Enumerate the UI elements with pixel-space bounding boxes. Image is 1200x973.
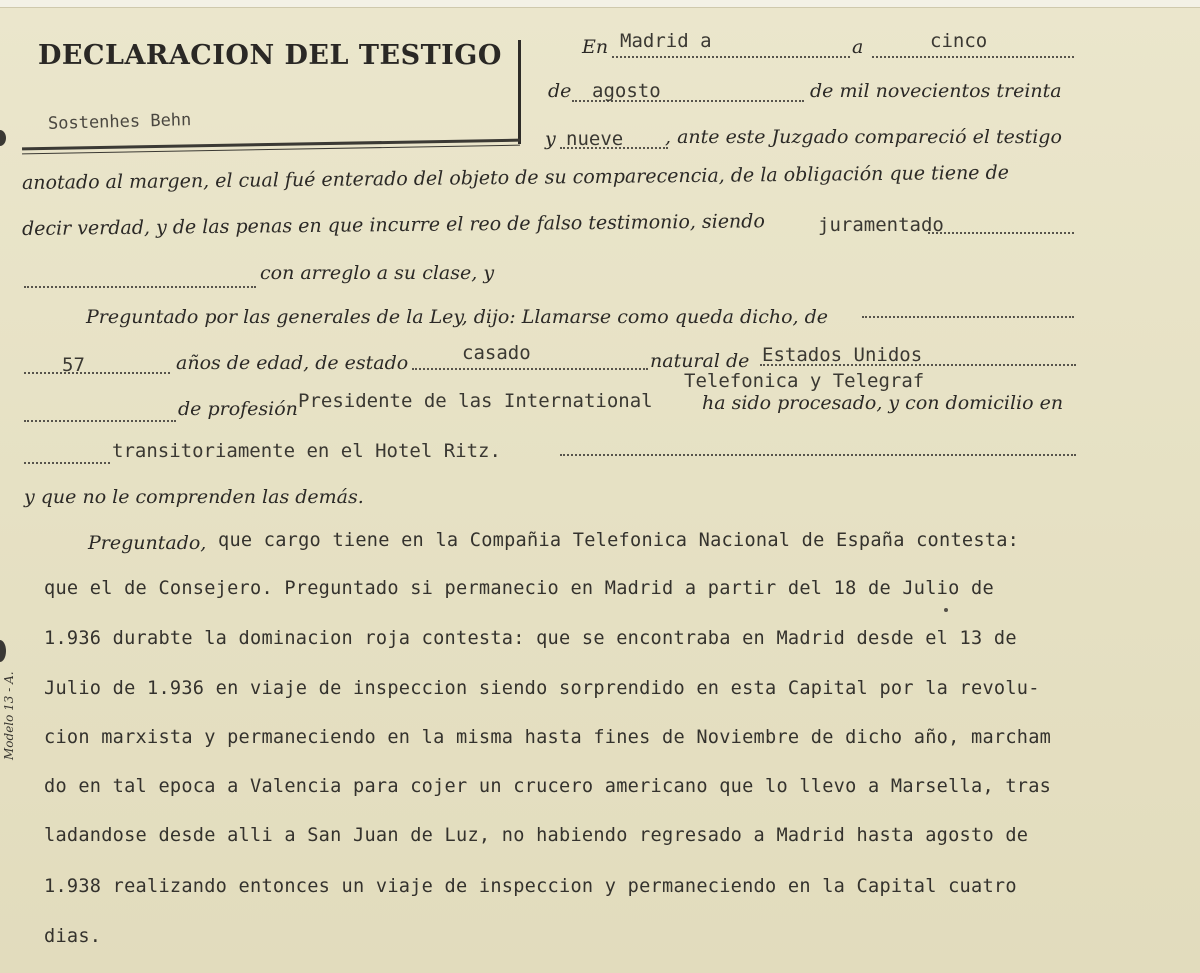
body-line: que cargo tiene en la Compañia Telefonica Nacional de España contesta:: [218, 530, 1020, 551]
line3-text: , ante este Juzgado compareció el testigo: [665, 126, 1062, 148]
age-label: años de edad, de estado: [176, 352, 409, 374]
oath-line: [928, 232, 1074, 234]
year-suffix-value: nueve: [566, 128, 624, 150]
body-line: ladandose desde alli a San Juan de Luz, no habiendo regresado a Madrid hasta agosto de: [44, 825, 1029, 846]
profession-value: Presidente de las International: [298, 390, 653, 412]
profession-label: de profesión: [178, 398, 298, 420]
ink-speck: [944, 608, 948, 612]
body-line: do en tal epoca a Valencia para cojer un crucero americano que lo llevo a Marsella, tras: [44, 776, 1052, 797]
line7-text: Preguntado por las generales de la Ley, dijo: Llamarse como queda dicho, de: [86, 306, 829, 328]
line6-blank: [24, 286, 256, 288]
domicile-line: [560, 454, 1076, 456]
body-line: cion marxista y permaneciendo en la misma hasta fines de Noviembre de dicho año, marcham: [44, 727, 1052, 748]
witness-name: Sostenhes Behn: [47, 110, 192, 134]
body-line: que el de Consejero. Preguntado si permanecio en Madrid a partir del 18 de Julio de: [44, 578, 994, 599]
binding-hole-mark: [0, 130, 6, 146]
age-line: [24, 372, 170, 374]
domicile-lead-line: [24, 462, 110, 464]
line5-text: decir verdad, y de las penas en que incurre el reo de falso testimonio, siendo: [21, 210, 765, 240]
line4-text: anotado al margen, el cual fué enterado del objeto de su comparecencia, de la obligación que tiene de: [21, 161, 1010, 194]
line7-blank: [862, 316, 1074, 318]
model-label: Modelo 13 - A.: [2, 671, 16, 760]
label-de: de: [548, 80, 572, 102]
body-line: dias.: [44, 926, 102, 947]
native-label: natural de: [650, 350, 750, 372]
line6-text: con arreglo a su clase, y: [260, 262, 495, 284]
body-lead: Preguntado,: [88, 532, 207, 554]
civil-status-value: casado: [462, 342, 531, 364]
document-title: DECLARACION DEL TESTIGO: [38, 40, 502, 71]
label-a: a: [852, 36, 864, 58]
label-y: y: [545, 128, 556, 150]
paper-top-edge: [0, 0, 1200, 8]
body-line: 1.936 durabte la dominacion roja contesta: que se encontraba en Madrid desde el 13 de: [44, 628, 1017, 649]
place-value: Madrid a: [620, 30, 712, 52]
day-value: cinco: [930, 30, 988, 52]
nationality-value: Estados Unidos: [762, 344, 923, 366]
civil-status-line: [412, 368, 648, 370]
body-line: 1.938 realizando entonces un viaje de inspeccion y permaneciendo en la Capital cuatro: [44, 876, 1017, 897]
profession-above: Telefonica y Telegraf: [684, 370, 925, 392]
profession-lead-line: [24, 420, 176, 422]
body-line: Julio de 1.936 en viaje de inspeccion siendo sorprendido en esta Capital por la revolu-: [44, 678, 1040, 699]
domicile-value: transitoriamente en el Hotel Ritz.: [112, 440, 501, 462]
binding-hole-mark: [0, 640, 6, 662]
label-en: En: [582, 36, 609, 58]
processed-label: ha sido procesado, y con domicilio en: [702, 392, 1064, 414]
oath-value: juramentado: [818, 214, 944, 236]
day-line: [872, 56, 1074, 58]
month-value: agosto: [592, 80, 661, 102]
header-box-right-border: [518, 40, 521, 144]
age-value: 57: [62, 354, 85, 376]
line11-text: y que no le comprenden las demás.: [24, 486, 364, 508]
place-line: [612, 56, 850, 58]
year-prefix: de mil novecientos treinta: [810, 80, 1062, 102]
